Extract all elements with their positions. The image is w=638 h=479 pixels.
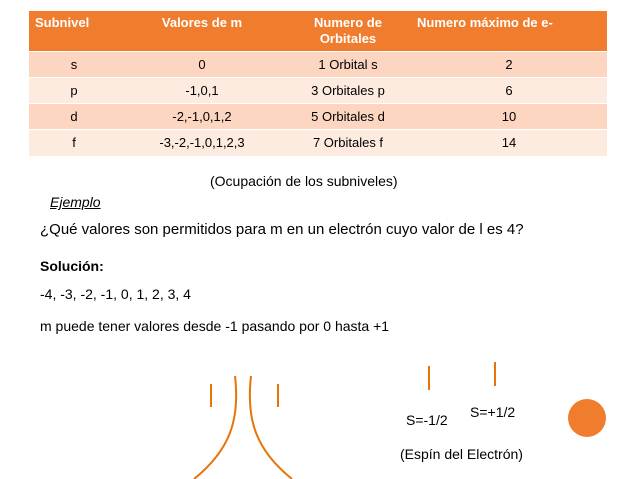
solution-label: Solución: (40, 258, 104, 274)
cell-valores-m: 0 (119, 52, 285, 78)
cell-orbitales: 1 Orbital s (285, 52, 411, 78)
header-numero-orbitales: Numero de Orbitales (285, 11, 411, 52)
orbital-curve-left (194, 376, 236, 479)
solution-values: -4, -3, -2, -1, 0, 1, 2, 3, 4 (40, 286, 191, 302)
cell-max-electrones: 2 (411, 52, 607, 78)
header-numero-maximo: Numero máximo de e- (411, 11, 607, 52)
example-label: Ejemplo (50, 194, 101, 210)
cell-valores-m: -2,-1,0,1,2 (119, 104, 285, 130)
cell-subnivel: f (29, 130, 119, 156)
solution-explanation: m puede tener valores desde -1 pasando por 0 hasta +1 (40, 318, 390, 334)
header-valores-m: Valores de m (119, 11, 285, 52)
cell-valores-m: -1,0,1 (119, 78, 285, 104)
cell-max-electrones: 6 (411, 78, 607, 104)
spin-negative-label: S=-1/2 (406, 412, 448, 428)
cell-subnivel: p (29, 78, 119, 104)
cell-subnivel: d (29, 104, 119, 130)
header-subnivel: Subnivel (29, 11, 119, 52)
cell-max-electrones: 14 (411, 130, 607, 156)
spin-positive-label: S=+1/2 (470, 404, 516, 420)
cell-orbitales: 7 Orbitales f (285, 130, 411, 156)
table-caption: (Ocupación de los subniveles) (210, 173, 398, 189)
cell-subnivel: s (29, 52, 119, 78)
spin-caption: (Espín del Electrón) (400, 446, 523, 462)
cell-orbitales: 5 Orbitales d (285, 104, 411, 130)
orbital-curve-right (250, 376, 292, 479)
example-question: ¿Qué valores son permitidos para m en un electrón cuyo valor de l es 4? (40, 221, 524, 238)
cell-max-electrones: 10 (411, 104, 607, 130)
decorative-orange-circle (568, 399, 606, 437)
cell-orbitales: 3 Orbitales p (285, 78, 411, 104)
cell-valores-m: -3,-2,-1,0,1,2,3 (119, 130, 285, 156)
